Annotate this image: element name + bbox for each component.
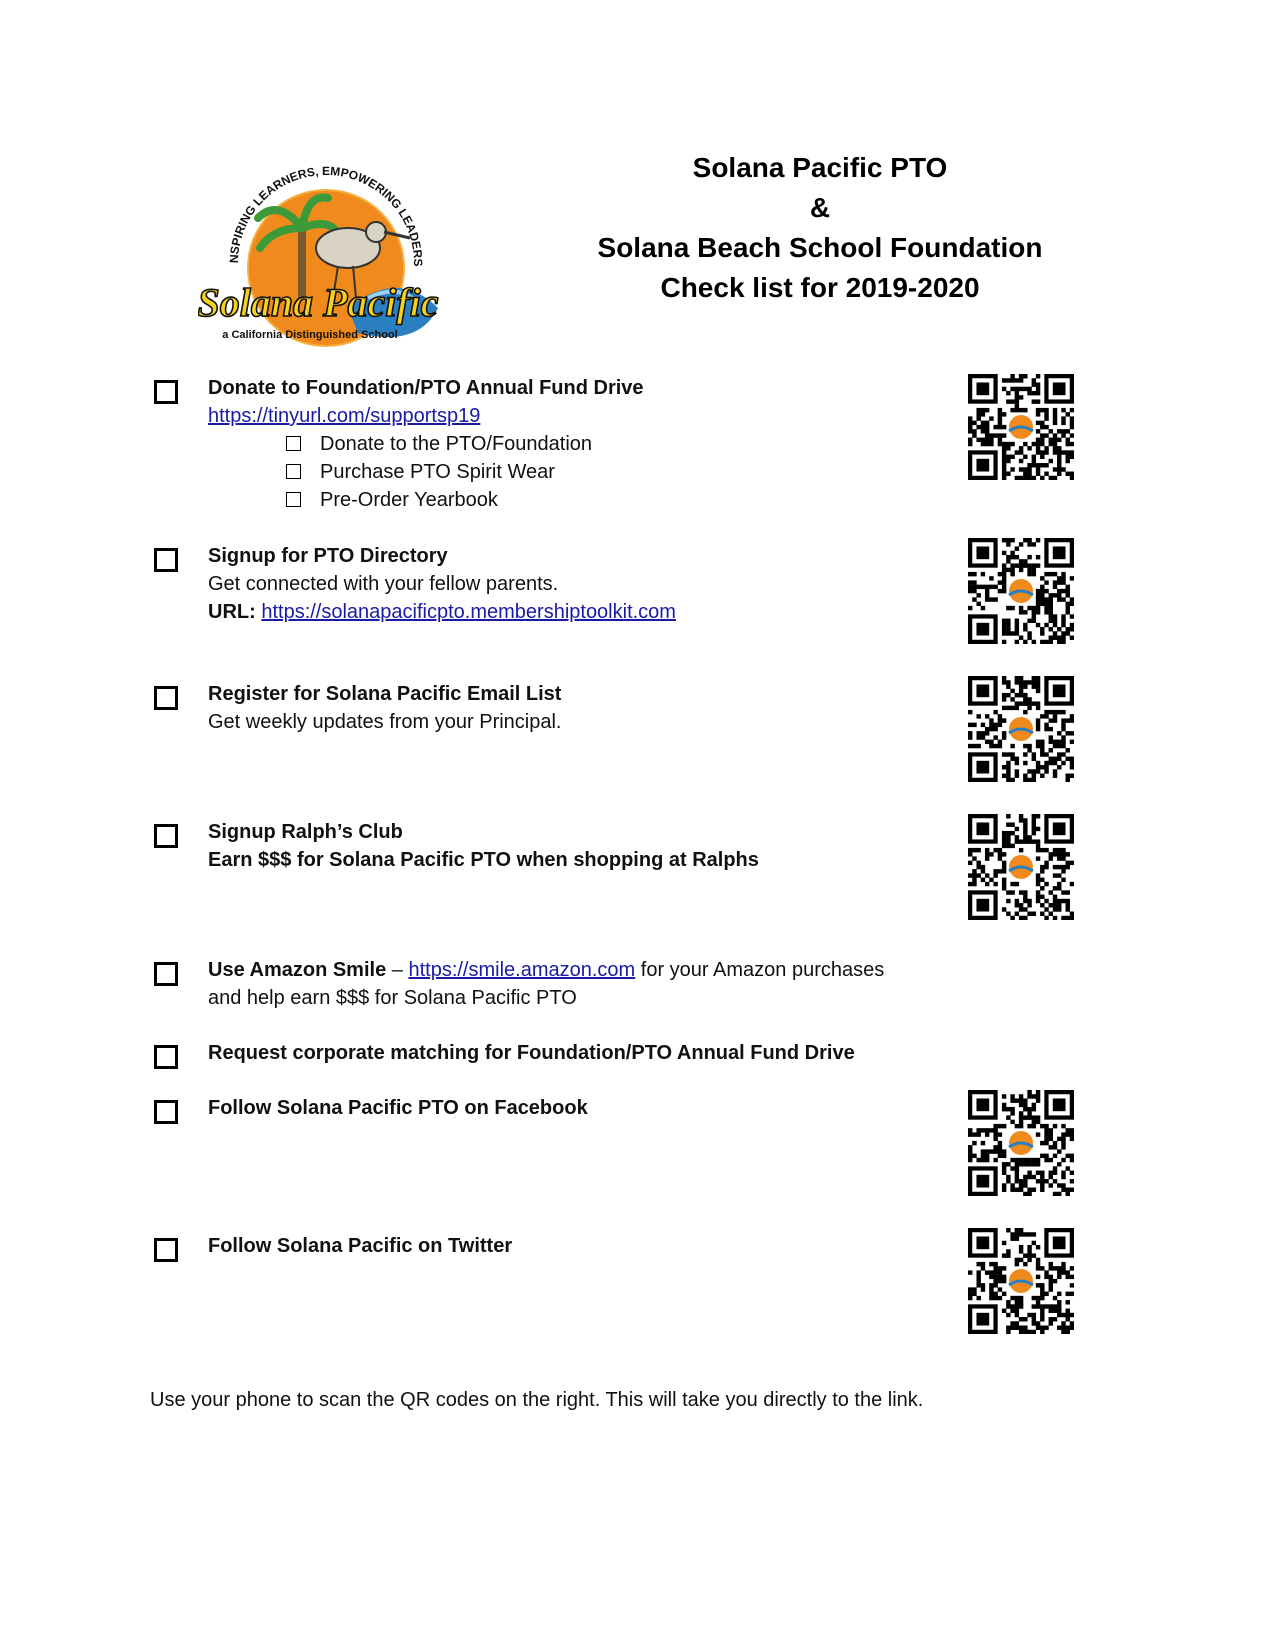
item-title: Signup Ralph’s Club [208,821,403,843]
title-line-ampersand: & [809,192,831,223]
item-title: Follow Solana Pacific PTO on Facebook [208,1097,588,1119]
subitem-donate [208,430,928,458]
title-line-pto: Solana Pacific PTO [692,152,948,183]
qr-code-icon[interactable] [968,1228,1074,1334]
qr-code-icon[interactable] [968,374,1074,480]
checkbox[interactable] [154,686,178,710]
logo-arc-text: NSPIRING LEARNERS, EMPOWERING LEADERS [226,163,426,267]
checkbox[interactable] [154,1045,178,1069]
item-title: Request corporate matching for Foundation/PTO Annual Fund Drive [208,1042,855,1064]
checkbox[interactable] [154,962,178,986]
donate-link[interactable]: https://tinyurl.com/supportsp19 [208,405,481,427]
subitem-label: Donate to the PTO/Foundation [320,433,593,455]
school-logo [198,158,452,368]
title-line-foundation: Solana Beach School Foundation [597,232,1043,263]
qr-code-icon[interactable] [968,538,1074,644]
subitem-label: Purchase PTO Spirit Wear [320,461,555,483]
subitem-spirit-wear [208,458,928,486]
page-title [560,148,1080,308]
item-description: Get weekly updates from your Principal. [208,711,562,733]
directory-link[interactable]: https://solanapacificpto.membershiptoolkit.com [261,601,676,623]
subitem-yearbook [208,486,928,514]
subitem-checkbox[interactable] [286,464,301,479]
item-description: Get connected with your fellow parents. [208,573,559,595]
checkbox[interactable] [154,1238,178,1262]
checkbox[interactable] [154,824,178,848]
item-title: Signup for PTO Directory [208,545,448,567]
checkbox[interactable] [154,548,178,572]
title-line-checklist: Check list for 2019-2020 [660,272,980,303]
subitem-label: Pre-Order Yearbook [320,489,498,511]
item-title: Follow Solana Pacific on Twitter [208,1235,513,1257]
qr-code-icon[interactable] [968,676,1074,782]
subitem-checkbox[interactable] [286,492,301,507]
qr-code-icon[interactable] [968,1090,1074,1196]
qr-code-icon[interactable] [968,814,1074,920]
item-description: Earn $$$ for Solana Pacific PTO when shopping at Ralphs [208,849,759,871]
logo-wordmark: Solana Pacific [198,280,439,325]
checkbox[interactable] [154,380,178,404]
logo-tagline: a California Distinguished School [222,329,398,341]
checkbox[interactable] [154,1100,178,1124]
item-title: Register for Solana Pacific Email List [208,683,562,705]
subitem-checkbox[interactable] [286,436,301,451]
footer-note: Use your phone to scan the QR codes on the right. This will take you directly to the link. [150,1389,924,1411]
item-suffix: for your Amazon purchases [635,959,885,981]
dash: – [386,959,409,981]
amazon-smile-link[interactable]: https://smile.amazon.com [408,959,636,981]
item-title: Use Amazon Smile [208,959,387,981]
item-description: and help earn $$$ for Solana Pacific PTO [208,987,577,1009]
item-title: Donate to Foundation/PTO Annual Fund Drive [208,377,644,399]
url-label: URL: [208,601,256,623]
